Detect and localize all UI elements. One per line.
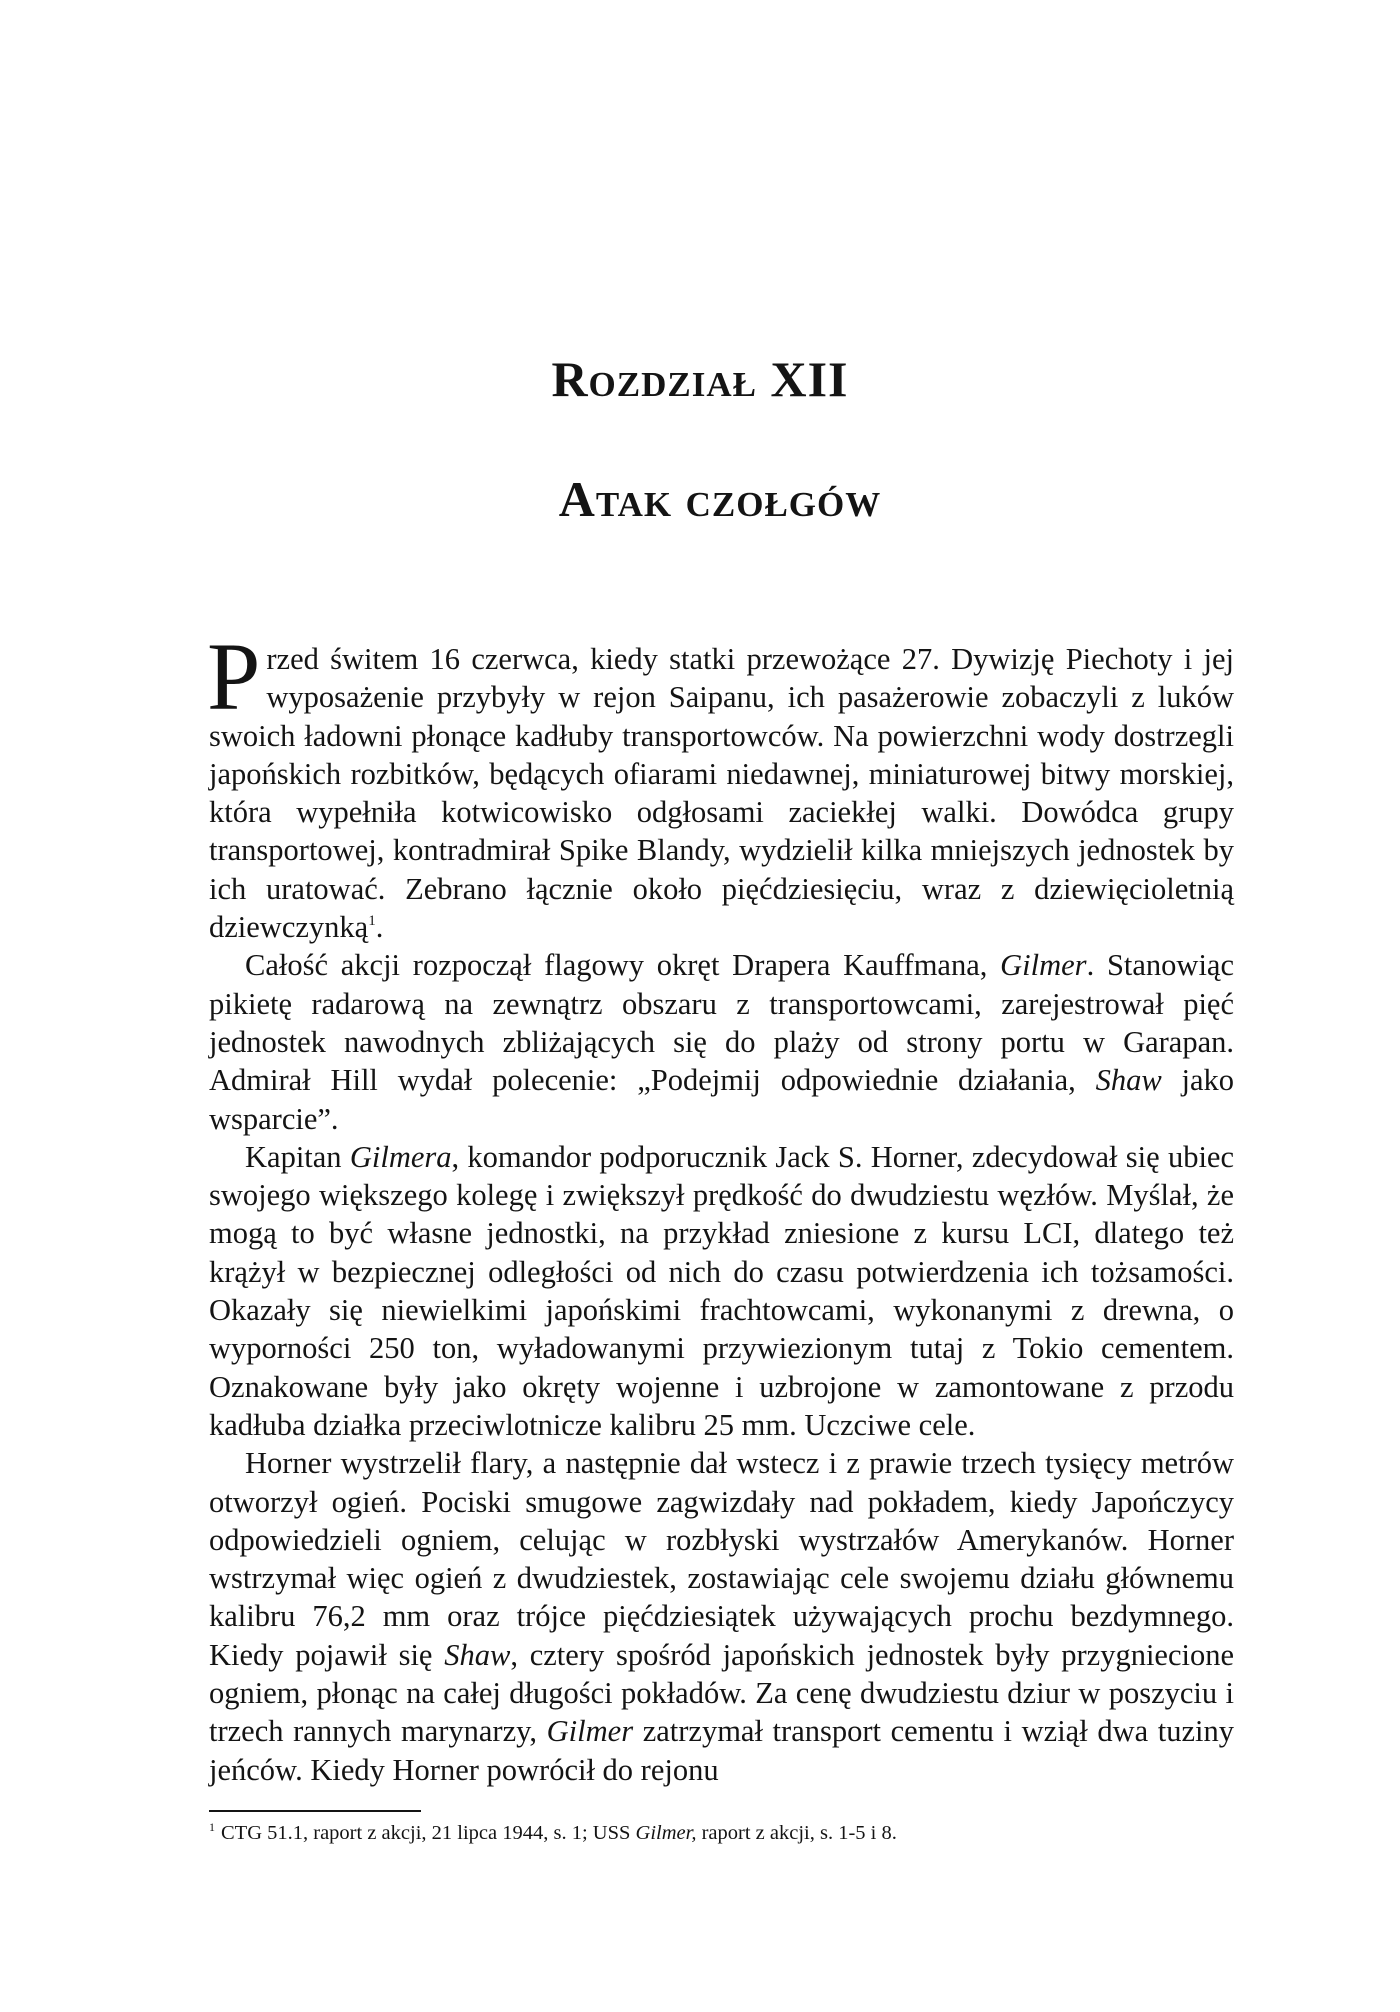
paragraph-2-text-b: . Stanowiąc pikietę radarową na zewnątrz obszaru z transportowcami, zarejestrował pięć jednostek nawodnych zbliżających się do plaży od strony portu w Garapan. Admirał Hill wydał polecenie: „Podejmij odpowiednie działania, [209, 948, 1234, 1098]
paragraph-1-end: . [375, 910, 384, 945]
footnote-text-a: CTG 51.1, raport z akcji, 21 lipca 1944, s. 1; USS [221, 1822, 636, 1844]
drop-cap: P [207, 623, 261, 730]
chapter-body [207, 623, 1234, 1789]
paragraph-2-text-a: Całość akcji rozpoczął flagowy okręt Drapera Kauffmana, [245, 948, 1001, 983]
footnote-text-b: raport z akcji, s. 1-5 i 8. [696, 1822, 897, 1844]
paragraph-1 [207, 623, 1234, 946]
paragraph-3 [209, 1138, 1234, 1444]
ship-name-italic: Shaw [1095, 1063, 1162, 1098]
paragraph-3-text-b: , komandor podporucznik Jack S. Horner, zdecydował się ubiec swojego większego kolegę i zwiększył prędkość do dwudziestu węzłów. Myślał, że mogą to być własne jednostki, na przykład zniesione z kursu LCI, dlatego też krążył w bezpiecznej odległości od nich do czasu potwierdzenia ich tożsamości. Okazały się niewielkimi japońskimi frachtowcami, wykonanymi z drewna, o wyporności 250 ton, wyładowanymi przywiezionym tutaj z Tokio cementem. Oznakowane były jako okręty wojenne i uzbrojone w zamontowane z przodu kadłuba działka przeciwlotnicze kalibru 25 mm. Uczciwe cele. [209, 1139, 1234, 1442]
ship-name-italic: Shaw [444, 1637, 511, 1672]
paragraph-4-text-b: , cztery spośród japońskich jednostek były przygniecione ogniem, płonąc na całej długości pokładów. Za cenę dwudziestu dziur w poszyciu i trzech rannych marynarzy, [209, 1637, 1234, 1749]
footnote-ship-name: Gilmer, [635, 1822, 697, 1844]
ship-name-italic: Gilmera [349, 1139, 452, 1174]
paragraph-4 [209, 1444, 1234, 1789]
footnote-reference[interactable]: 1 [368, 913, 376, 930]
chapter-title: Atak czołgów [558, 471, 882, 527]
paragraph-4-text-c: zatrzymał transport cementu i wziął dwa tuziny jeńców. Kiedy Horner powrócił do rejonu [209, 1714, 1234, 1787]
footnote [209, 1820, 1234, 1846]
paragraph-1-text: rzed świtem 16 czerwca, kiedy statki przewożące 27. Dywizję Piechoty i jej wyposażenie przybyły w rejon Saipanu, ich pasażerowie zobaczyli z luków swoich ładowni płonące kadłuby transportowców. Na powierzchni wody dostrzegli japońskich rozbitków, będących ofiarami niedawnej, miniaturowej bitwy morskiej, która wypełniła kotwicowisko odgłosami zaciekłej walki. Dowódca grupy transportowej, kontradmirał Spike Blandy, wydzielił kilka mniejszych jednostek by ich uratować. Zebrano łącznie około pięćdziesięciu, wraz z dziewięcioletnią dziewczynką [209, 642, 1234, 945]
paragraph-4-text-a: Horner wystrzelił flary, a następnie dał wstecz i z prawie trzech tysięcy metrów otworzył ogień. Pociski smugowe zagwizdały nad pokładem, kiedy Japończycy odpowiedzieli ogniem, celując w rozbłyski wystrzałów Amerykanów. Horner wstrzymał więc ogień z dwudziestek, zostawiając cele swojemu działu głównemu kalibru 76,2 mm oraz trójce pięćdziesiątek używających prochu bezdymnego. Kiedy pojawił się [209, 1446, 1234, 1672]
ship-name-italic: Gilmer [546, 1714, 634, 1749]
chapter-number: Rozdział XII [551, 351, 849, 407]
footnote-divider [209, 1810, 421, 1812]
paragraph-2 [209, 946, 1234, 1137]
footnote-number: 1 [209, 1820, 215, 1834]
ship-name-italic: Gilmer [1000, 948, 1087, 983]
paragraph-2-text-c: jako wsparcie”. [209, 1063, 1234, 1136]
paragraph-3-text-a: Kapitan [245, 1139, 350, 1174]
